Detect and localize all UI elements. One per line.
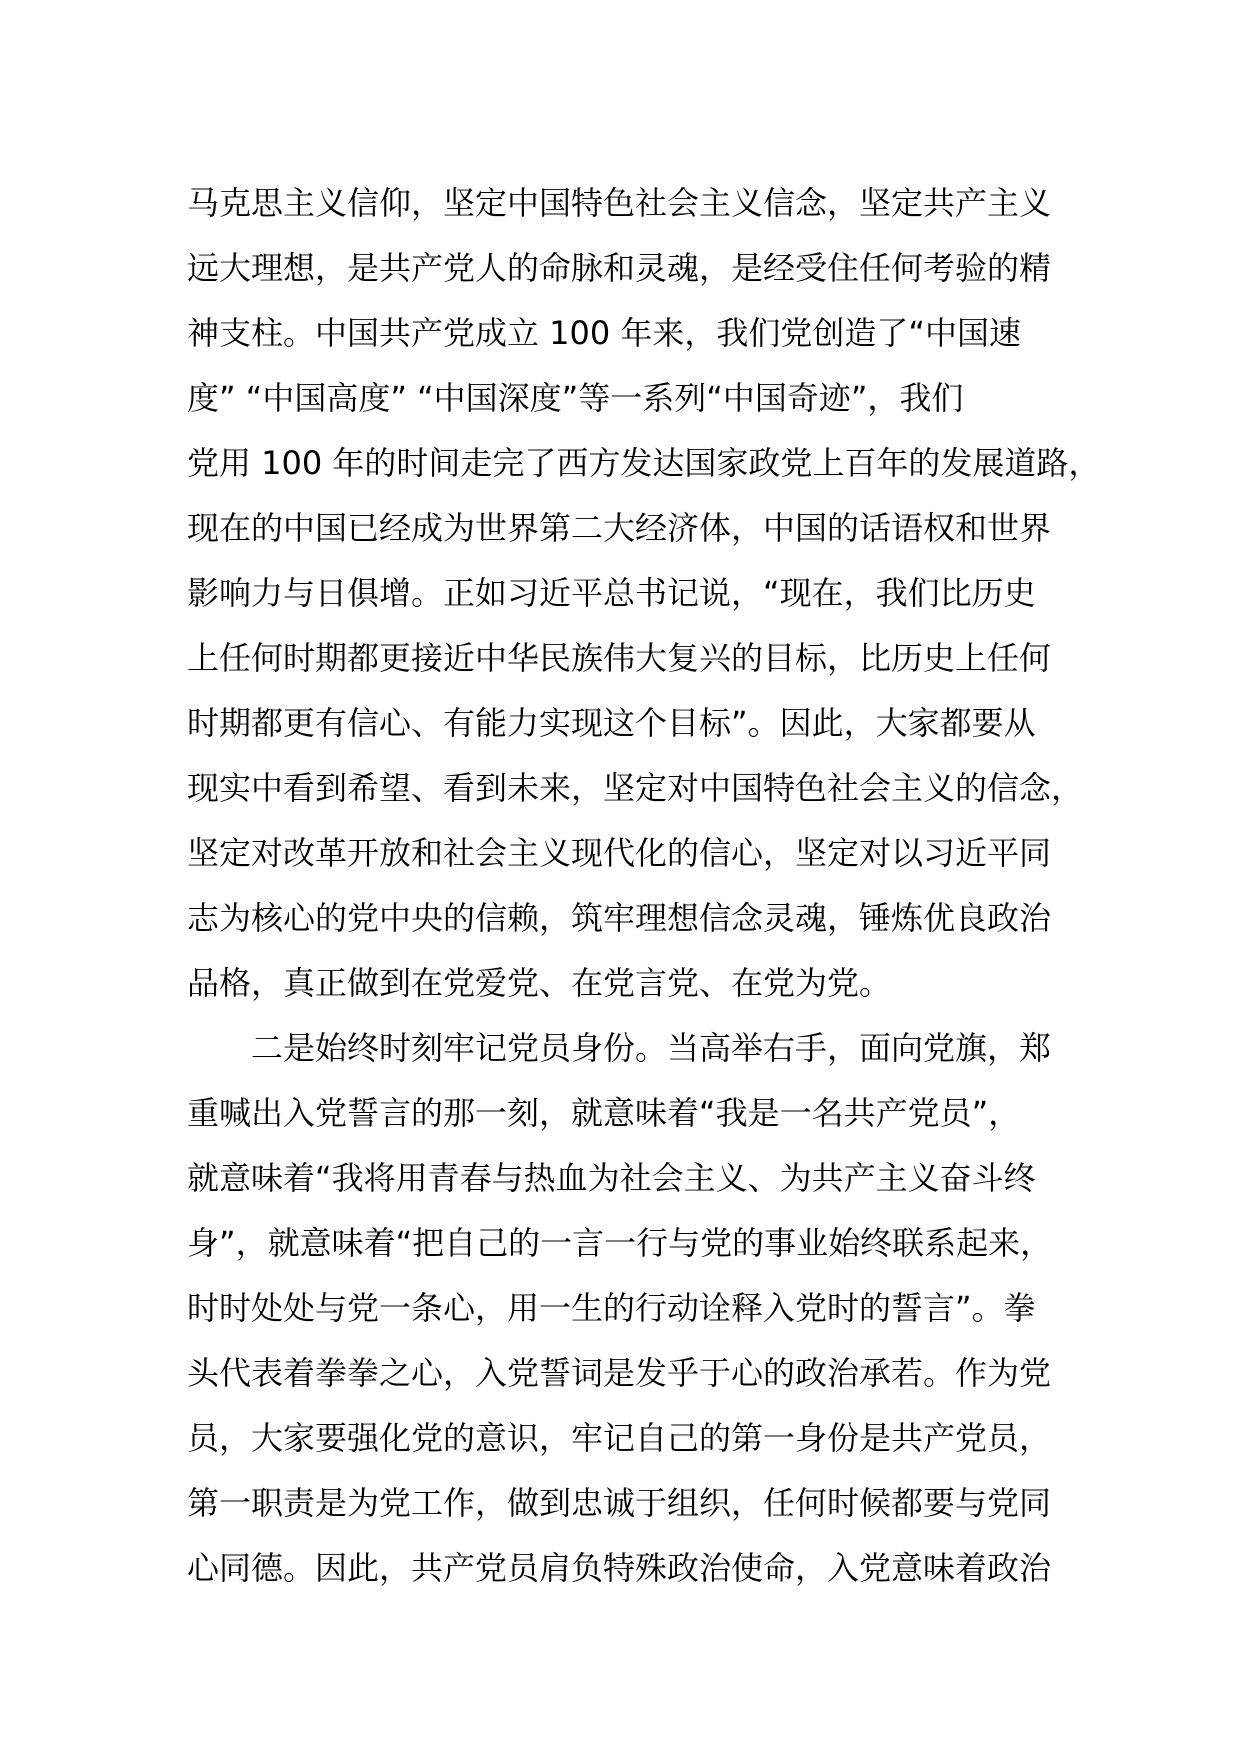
text-line: 党用 100 年的时间走完了西方发达国家政党上百年的发展道路， — [187, 444, 1101, 482]
document-body — [187, 171, 1101, 1601]
text-line: 心同德。因此，共产党员肩负特殊政治使命，入党意味着政治 — [187, 1549, 1052, 1587]
text-line: 现在的中国已经成为世界第二大经济体，中国的话语权和世界 — [187, 509, 1052, 547]
paragraph-first-line: 二是始终时刻牢记党员身份。当高举右手，面向党旗，郑 — [251, 1029, 1052, 1067]
text-line: 身”，就意味着“把自己的一言一行与党的事业始终联系起来， — [187, 1224, 1053, 1262]
text-line: 马克思主义信仰，坚定中国特色社会主义信念，坚定共产主义 — [187, 184, 1052, 222]
text-line: 志为核心的党中央的信赖，筑牢理想信念灵魂，锤炼优良政治 — [187, 899, 1052, 937]
text-line: 坚定对改革开放和社会主义现代化的信心，坚定对以习近平同 — [187, 834, 1052, 872]
text-line: 远大理想，是共产党人的命脉和灵魂，是经受住任何考验的精 — [187, 249, 1052, 287]
text-line: 重喊出入党誓言的那一刻，就意味着“我是一名共产党员”， — [187, 1094, 1021, 1132]
text-line: 员，大家要强化党的意识，牢记自己的第一身份是共产党员， — [187, 1419, 1052, 1457]
text-line: 度” “中国高度” “中国深度”等一系列“中国奇迹”，我们 — [187, 379, 964, 417]
paragraph-end-line: 品格，真正做到在党爱党、在党言党、在党为党。 — [187, 964, 892, 1002]
text-line: 上任何时期都更接近中华民族伟大复兴的目标，比历史上任何 — [187, 639, 1052, 677]
text-line: 第一职责是为党工作，做到忠诚于组织，任何时候都要与党同 — [187, 1484, 1052, 1522]
text-line: 就意味着“我将用青春与热血为社会主义、为共产主义奋斗终 — [187, 1159, 1036, 1197]
text-line: 时时处处与党一条心，用一生的行动诠释入党时的誓言”。拳 — [187, 1289, 1036, 1327]
text-line: 影响力与日俱增。正如习近平总书记说，“现在，我们比历史 — [187, 574, 1036, 612]
text-line: 现实中看到希望、看到未来，坚定对中国特色社会主义的信念， — [187, 769, 1084, 807]
text-line: 头代表着拳拳之心，入党誓词是发乎于心的政治承若。作为党 — [187, 1354, 1052, 1392]
text-line: 时期都更有信心、有能力实现这个目标”。因此，大家都要从 — [187, 704, 1036, 742]
text-line: 神支柱。中国共产党成立 100 年来，我们党创造了“中国速 — [187, 314, 1022, 352]
